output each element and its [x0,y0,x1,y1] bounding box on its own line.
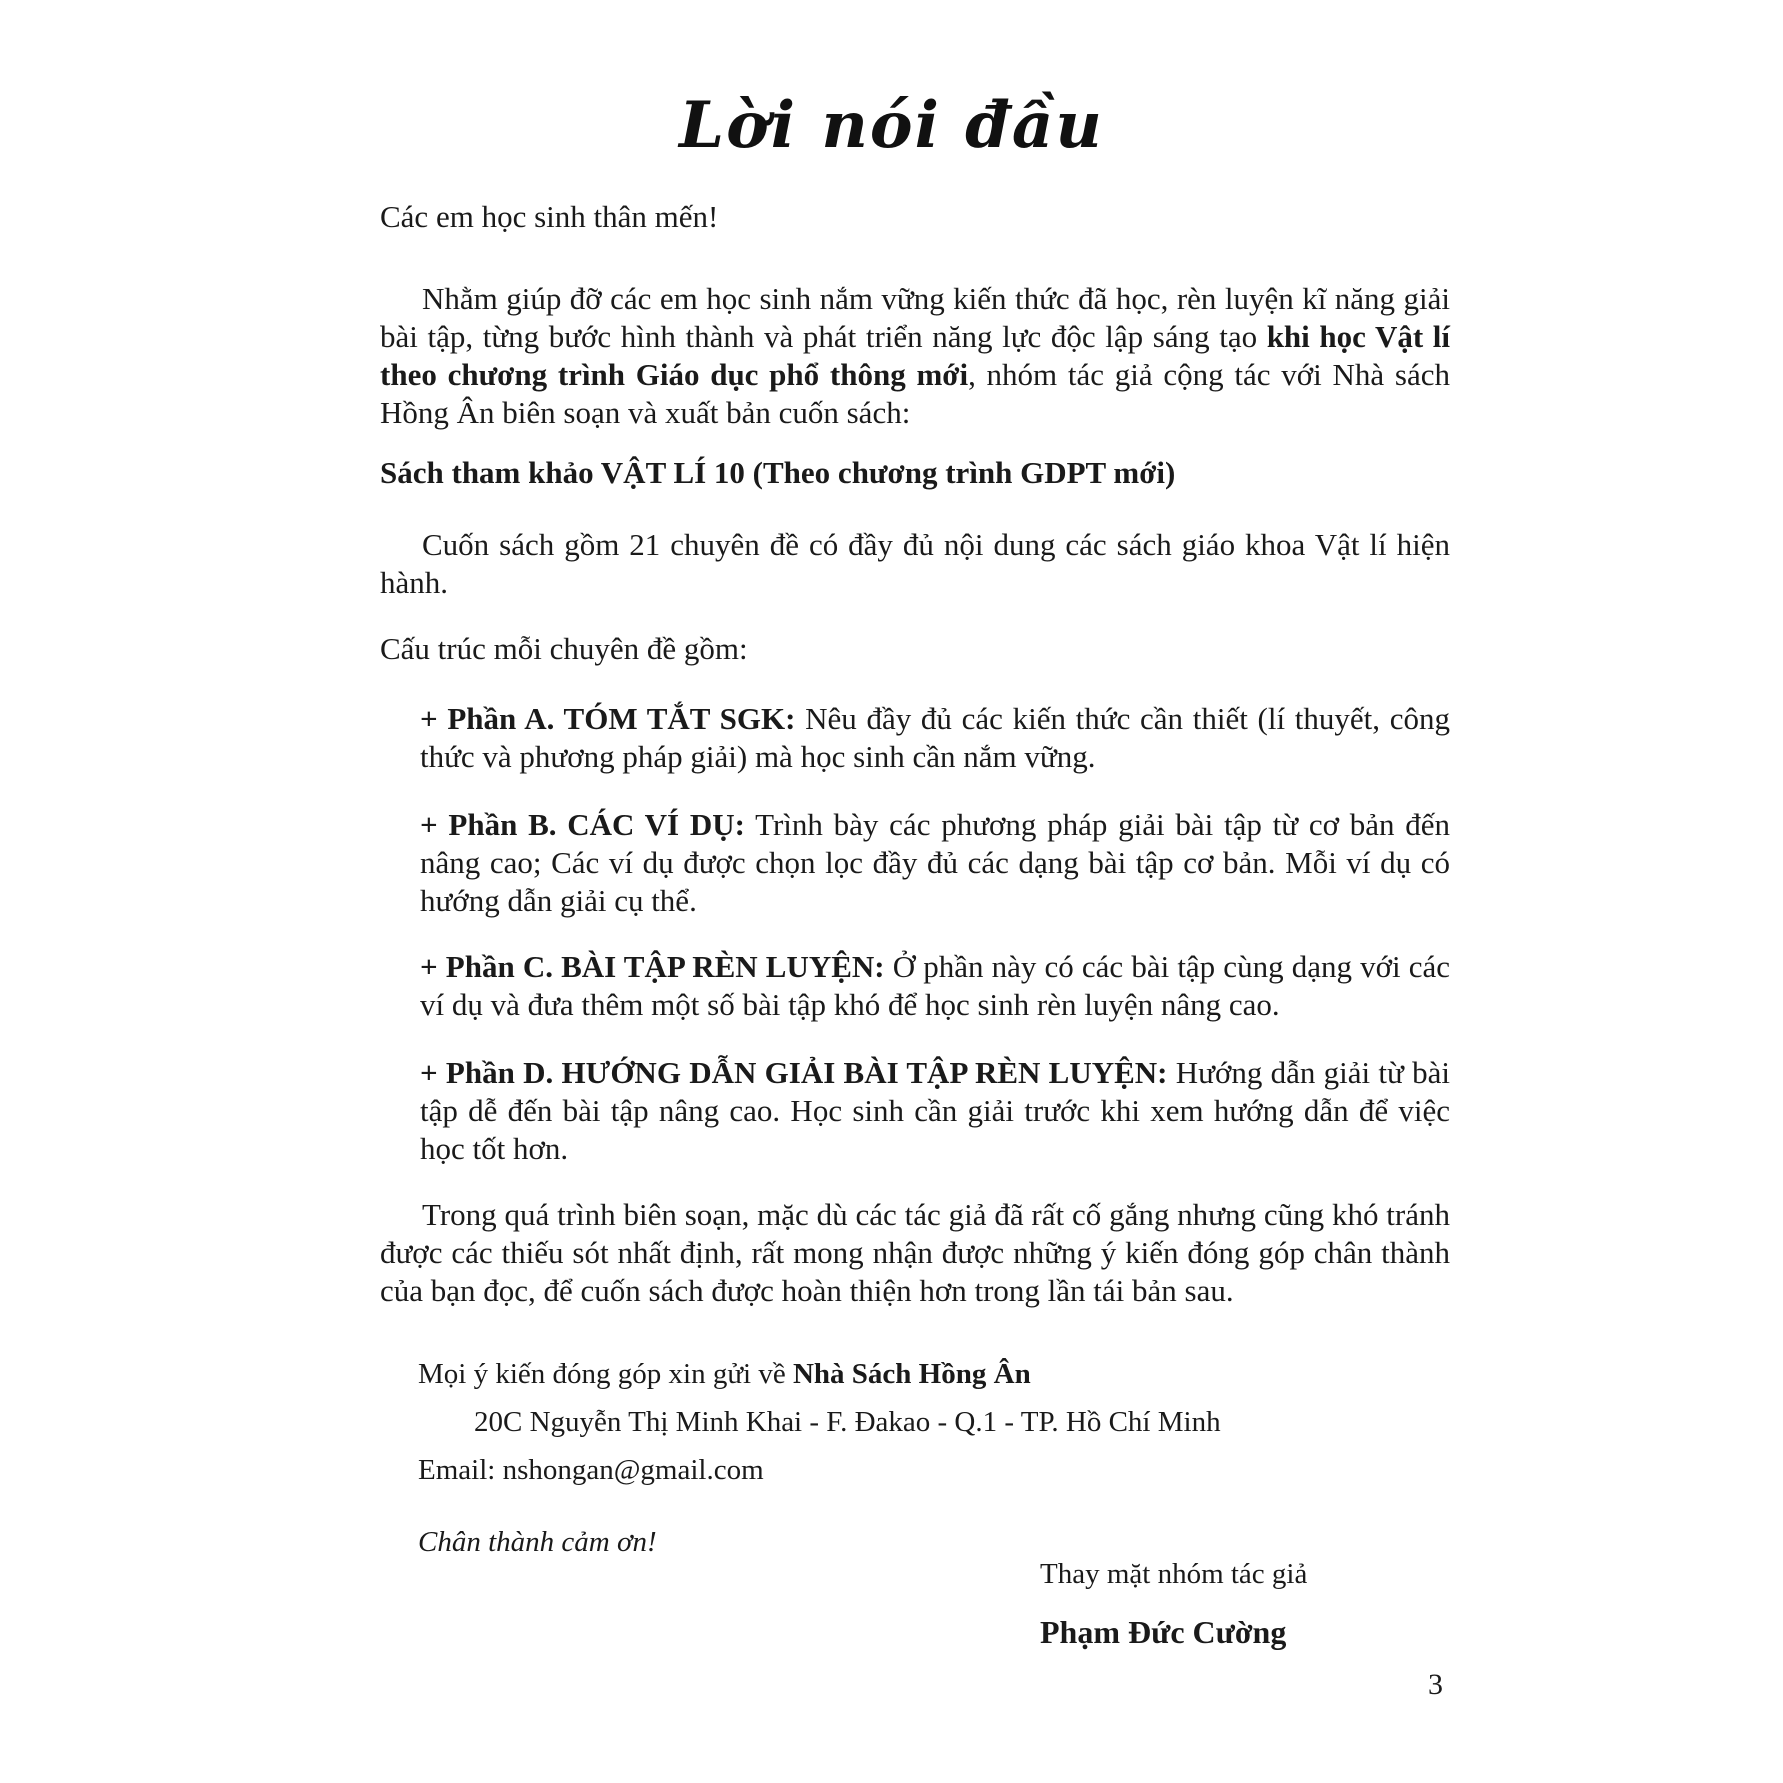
book-title [380,454,1450,492]
thanks: Chân thành cảm ơn! [418,1526,657,1558]
section-d [420,1054,1450,1168]
page-title: Lời nói đầu [679,88,1104,163]
closing-paragraph: Trong quá trình biên soạn, mặc dù các tác giả đã rất cố gắng nhưng cũng khó tránh được các thiếu sót nhất định, rất mong nhận được những ý kiến đóng góp chân thành của bạn đọc, để cuốn sách được hoàn thiện hơn trong lần tái bản sau. [380,1197,1450,1308]
content-description: Cuốn sách gồm 21 chuyên đề có đầy đủ nội dung các sách giáo khoa Vật lí hiện hành. [380,527,1450,600]
book-title-text: Sách tham khảo VẬT LÍ 10 (Theo chương trình GDPT mới) [380,455,1176,490]
contact-line [418,1356,1031,1392]
section-a-text: Nêu đầy đủ các kiến thức cần thiết (lí thuyết, công thức và phương pháp giải) mà học sinh cần nắm vững. [420,701,1450,774]
section-d-label: + Phần D. HƯỚNG DẪN GIẢI BÀI TẬP RÈN LUYỆN: [420,1055,1168,1090]
section-c-label: + Phần C. BÀI TẬP RÈN LUYỆN: [420,949,885,984]
section-a [420,700,1450,776]
intro-text-1: Nhằm giúp đỡ các em học sinh nắm vững kiến thức đã học, rèn luyện kĩ năng giải bài tập, từng bước hình thành và phát triển năng lực độc lập sáng tạo [380,281,1450,354]
greeting: Các em học sinh thân mến! [380,199,719,234]
email: Email: nshongan@gmail.com [418,1454,764,1486]
publisher-name: Nhà Sách Hồng Ân [792,1358,1031,1390]
intro-text-2: , nhóm tác giả cộng tác với Nhà sách Hồng Ân biên soạn và xuất bản cuốn sách: [380,357,1450,430]
intro-bold: khi học Vật lí theo chương trình Giáo dục phổ thông mới [380,319,1450,392]
section-c [420,948,1450,1024]
author-name-text: Phạm Đức Cường [1040,1614,1287,1650]
on-behalf: Thay mặt nhóm tác giả [1040,1558,1308,1590]
author-name [1040,1614,1286,1650]
page-number: 3 [1428,1668,1443,1701]
section-a-label: + Phần A. TÓM TẮT SGK: [420,701,796,736]
address: 20C Nguyễn Thị Minh Khai - F. Đakao - Q.1 - TP. Hồ Chí Minh [474,1406,1221,1438]
section-b-label: + Phần B. CÁC VÍ DỤ: [420,807,745,842]
section-d-text: Hướng dẫn giải từ bài tập dễ đến bài tập nâng cao. Học sinh cần giải trước khi xem hướng dẫn để việc học tốt hơn. [420,1055,1450,1166]
structure-heading: Cấu trúc mỗi chuyên đề gồm: [380,631,748,666]
section-b-text: Trình bày các phương pháp giải bài tập từ cơ bản đến nâng cao; Các ví dụ được chọn lọc đầy đủ các dạng bài tập cơ bản. Mỗi ví dụ có hướng dẫn giải cụ thể. [420,807,1450,918]
section-b [420,806,1450,920]
intro-paragraph [380,280,1450,432]
contact-lead: Mọi ý kiến đóng góp xin gửi về [418,1358,793,1390]
section-c-text: Ở phần này có các bài tập cùng dạng với các ví dụ và đưa thêm một số bài tập khó để học sinh rèn luyện nâng cao. [420,949,1450,1022]
